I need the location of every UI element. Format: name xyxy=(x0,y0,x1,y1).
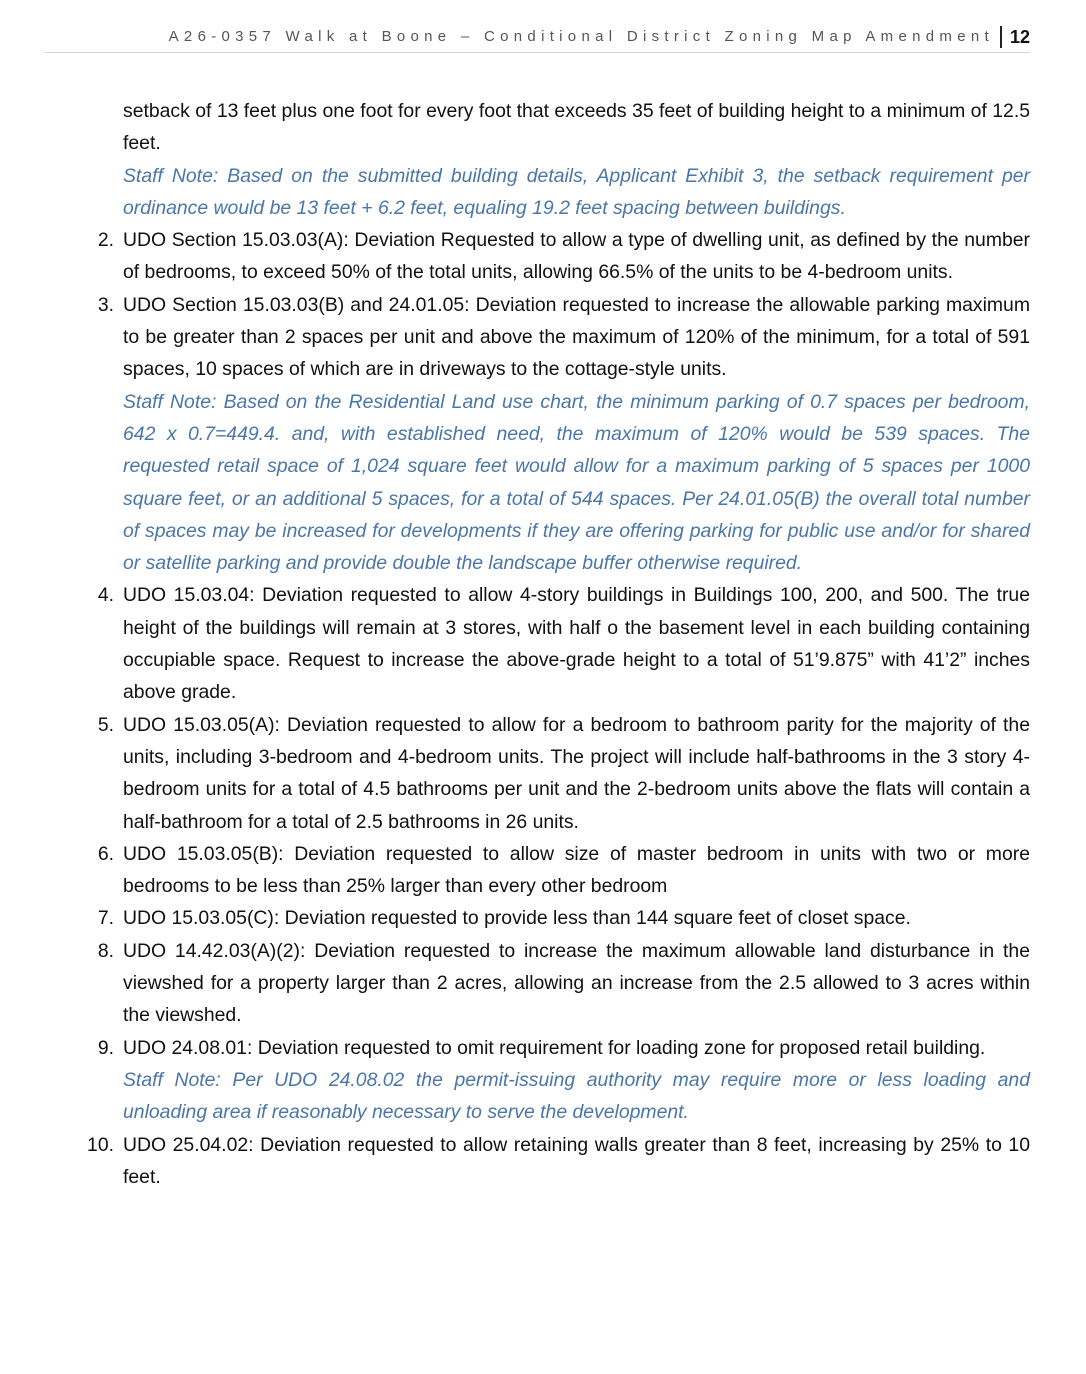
staff-note: Staff Note: Per UDO 24.08.02 the permit-issuing authority may require more or less loading and unloading area if reasonably necessary to serve the development. xyxy=(123,1068,1030,1124)
list-item-number: 10. xyxy=(87,1133,114,1156)
page-number: 12 xyxy=(1009,27,1030,47)
list-item-text: UDO 25.04.02: Deviation requested to allow retaining walls greater than 8 feet, increasing by 25% to 10 feet. xyxy=(123,1133,1030,1188)
list-item-text: UDO Section 15.03.03(A): Deviation Requested to allow a type of dwelling unit, as defined by the number of bedrooms, to exceed 50% of the total units, allowing 66.5% of the units to be 4-bedroom units. xyxy=(123,229,1030,284)
list-item-number: 2. xyxy=(97,229,114,252)
list-item-text: UDO 15.03.05(C): Deviation requested to provide less than 144 square feet of closet space. xyxy=(123,907,911,930)
list-item xyxy=(84,224,1030,289)
list-item-text: UDO 14.42.03(A)(2): Deviation requested to increase the maximum allowable land disturbance in the viewshed for a property larger than 2 acres, allowing an increase from the 2.5 allowed to 3 acres within the viewshed. xyxy=(123,939,1030,1027)
list-item xyxy=(84,579,1030,708)
page-header xyxy=(0,22,1030,52)
list-item xyxy=(84,709,1030,838)
list-item xyxy=(84,1129,1030,1194)
header-title: A26-0357 Walk at Boone – Conditional District Zoning Map Amendment xyxy=(168,28,994,45)
list-item xyxy=(84,935,1030,1032)
list-item-number: 6. xyxy=(97,842,114,865)
header-rule xyxy=(44,52,1030,53)
staff-note: Staff Note: Based on the Residential Land use chart, the minimum parking of 0.7 spaces per bedroom, 642 x 0.7=449.4. and, with established need, the maximum of 120% would be 539 spaces. The requested retail space of 1,024 square feet would allow for a maximum parking of 5 spaces per 1000 square feet, or an additional 5 spaces, for a total of 544 spaces. Per 24.01.05(B) the overall total number of spaces may be increased for developments if they are offering parking for public use and/or for shared or satellite parking and provide double the landscape buffer otherwise required. xyxy=(123,390,1030,575)
list-item xyxy=(84,902,1030,934)
list-item-number: 5. xyxy=(97,713,114,736)
list-item xyxy=(84,838,1030,903)
list-item-text: UDO 15.03.05(B): Deviation requested to allow size of master bedroom in units with two or more bedrooms to be less than 25% larger than every other bedroom xyxy=(123,842,1030,898)
document-body xyxy=(84,95,1030,1193)
header-separator xyxy=(1000,26,1002,48)
list-item xyxy=(84,1032,1030,1064)
list-item-number: 4. xyxy=(97,584,114,607)
list-item xyxy=(84,289,1030,386)
intro-staff-note: Staff Note: Based on the submitted building details, Applicant Exhibit 3, the setback requirement per ordinance would be 13 feet + 6.2 feet, equaling 19.2 feet spacing between buildings. xyxy=(123,164,1030,219)
intro-text: setback of 13 feet plus one foot for every foot that exceeds 35 feet of building height to a minimum of 12.5 feet. xyxy=(123,100,1030,155)
list-item-text: UDO 15.03.05(A): Deviation requested to allow for a bedroom to bathroom parity for the majority of the units, including 3-bedroom and 4-bedroom units. The project will include half-bathrooms in the 3 story 4-bedroom units for a total of 4.5 bathrooms per unit and the 2-bedroom units above the flats will contain a half-bathroom for a total of 2.5 bathrooms in 26 units. xyxy=(123,713,1030,833)
list-item-text: UDO 24.08.01: Deviation requested to omit requirement for loading zone for proposed retail building. xyxy=(123,1036,986,1059)
list-item-number: 9. xyxy=(97,1036,114,1059)
list-item-text: UDO 15.03.04: Deviation requested to allow 4-story buildings in Buildings 100, 200, and 500. The true height of the buildings will remain at 3 stores, with half o the basement level in each building containing occupiable space. Request to increase the above-grade height to a total of 51’9.875” with 41’2” inches above grade. xyxy=(123,584,1030,704)
list-item-number: 8. xyxy=(97,939,114,962)
list-item-number: 7. xyxy=(97,907,114,930)
list-item-number: 3. xyxy=(97,293,114,316)
list-item-text: UDO Section 15.03.03(B) and 24.01.05: Deviation requested to increase the allowable parking maximum to be greater than 2 spaces per unit and above the maximum of 120% of the minimum, for a total of 591 spaces, 10 spaces of which are in driveways to the cottage-style units. xyxy=(123,293,1030,381)
